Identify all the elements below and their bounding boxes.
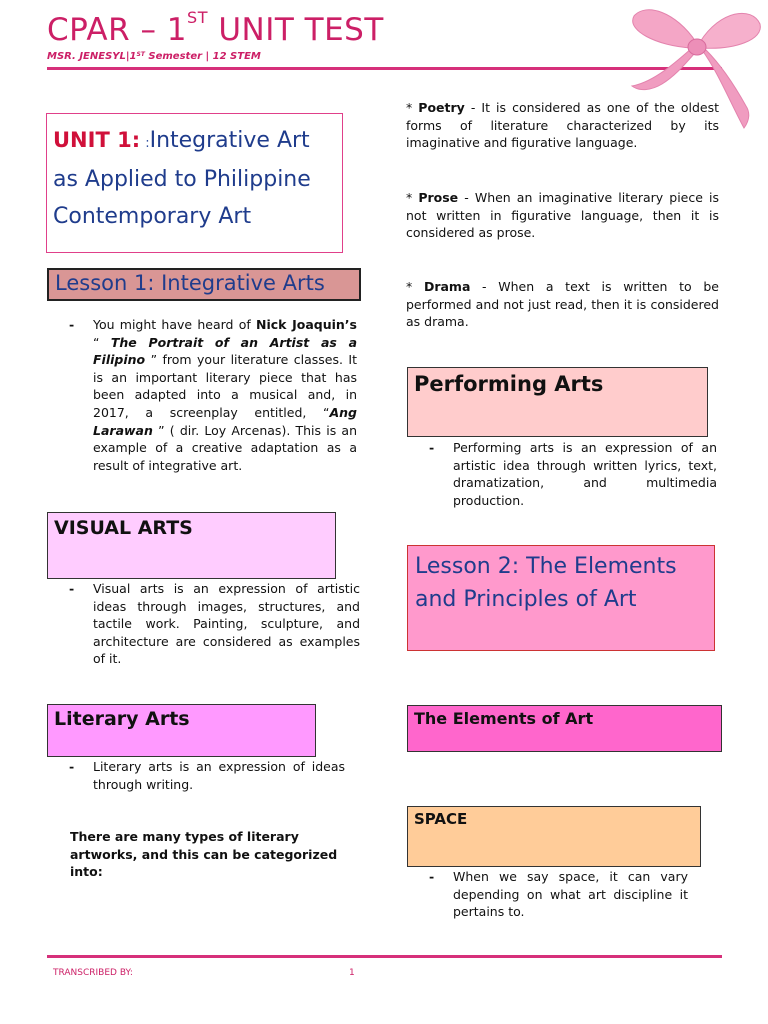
unit-title-line1: Integrative Art <box>149 128 310 153</box>
elements-of-art-heading: The Elements of Art <box>407 705 722 752</box>
literary-types-intro: There are many types of literary artworks, and this can be categorized into: <box>70 829 338 880</box>
header-divider <box>47 67 722 70</box>
footer-divider <box>47 955 722 958</box>
visual-arts-heading: VISUAL ARTS <box>47 512 336 579</box>
poetry-definition: * Poetry - It is considered as one of the oldest forms of literature characterized by its imaginative and figurative language. <box>406 100 719 151</box>
unit-title-line3: Contemporary Art <box>53 204 252 229</box>
unit-title-line2: as Applied to Philippine <box>53 167 311 192</box>
visual-arts-bullet: - Visual arts is an expression of artistic ideas through images, structures, and tactile work. Painting, sculpture, and architecture are considered as examples of it. <box>69 581 360 667</box>
lesson2-heading: Lesson 2: The Elements and Principles of Art <box>407 545 715 651</box>
literary-arts-heading: Literary Arts <box>47 704 316 757</box>
lesson1-bullet: - You might have heard of Nick Joaquin’s “ The Portrait of an Artist as a Filipino ” from your literature classes. It is an important literary piece that has been adapted into a musical and, in 2017, a screenplay entitled, “Ang Larawan ” ( dir. Loy Arcenas). This is an example of a creative adaptation as a result of integrative art. <box>69 317 357 473</box>
space-heading: SPACE <box>407 806 701 867</box>
document-title: CPAR – 1ST UNIT TEST <box>47 8 384 48</box>
unit-label: UNIT 1: <box>53 128 141 152</box>
literary-arts-bullet: - Literary arts is an expression of ideas through writing. <box>69 759 345 792</box>
performing-arts-bullet: - Performing arts is an expression of an artistic idea through written lyrics, text, dramatization, and multimedia production. <box>429 440 717 508</box>
drama-definition: * Drama - When a text is written to be performed and not just read, then it is considered as drama. <box>406 279 719 330</box>
footer-transcribed-by: TRANSCRIBED BY: <box>53 968 133 978</box>
performing-arts-heading: Performing Arts <box>407 367 708 437</box>
prose-definition: * Prose - When an imaginative literary piece is not written in figurative language, then it is considered as prose. <box>406 190 719 241</box>
lesson1-heading: Lesson 1: Integrative Arts <box>47 268 361 301</box>
document-subtitle: MSR. JENESYL|1ST Semester | 12 STEM <box>47 51 261 62</box>
space-bullet: - When we say space, it can vary depending on what art discipline it pertains to. <box>429 869 688 920</box>
unit-title-box: UNIT 1: :Integrative Art as Applied to Philippine Contemporary Art <box>46 113 343 253</box>
page-number: 1 <box>349 968 355 978</box>
